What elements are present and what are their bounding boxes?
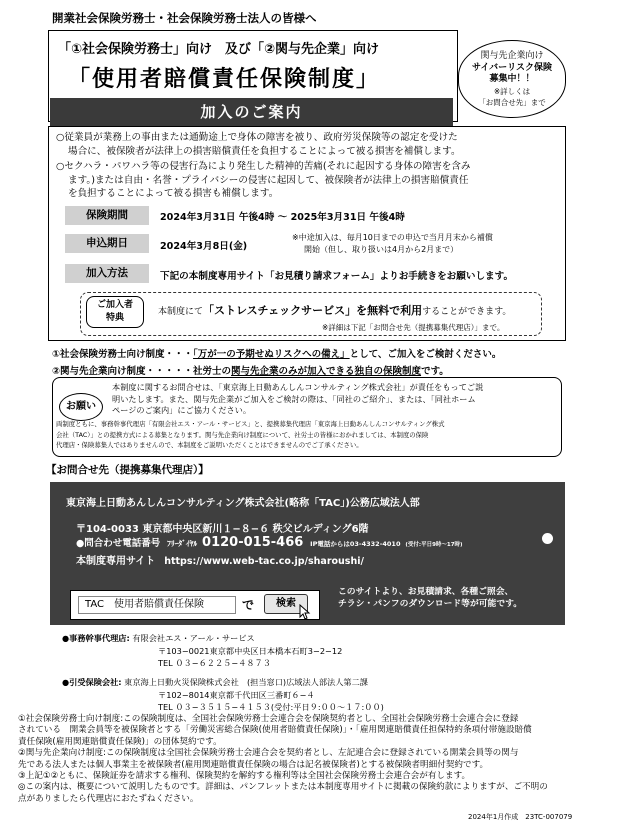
request-main-text — [112, 382, 557, 417]
deadline-label: 申込期日 — [65, 234, 149, 253]
intro-p1-line1: ○従業員が業務上の事由または通勤途上で身体の障害を被り、政府労災保険等の認定を受けた — [56, 132, 458, 143]
target-line-1 — [52, 346, 501, 360]
request-l5: 会社（TAC）」との提携方式による募集となります。関与先企業向け制度について、社労士の皆様におかれましては、本制度の保険 — [56, 430, 429, 439]
intro-p1-line2: 場合に、被保険者が法律上の損害賠償責任を負担することによって被る損害を補償します。 — [68, 145, 461, 157]
request-l4: 両制度ともに、事務幹事代理店「有限会社エス・アール・サービス」と、提携募集代理店「東京海上日動あんしんコンサルティング株式 — [56, 420, 445, 428]
method-value: 下記の本制度専用サイト「お見積り請求フォーム」よりお手続きをお願いします。 — [160, 271, 514, 282]
request-sub-text — [56, 419, 561, 451]
period-label: 保険期間 — [65, 206, 149, 225]
request-l1: 本制度に関するお問合せは、「東京海上日動あんしんコンサルティング株式会社」が責任をもってご説 — [112, 382, 484, 392]
deadline-note-2: 開始（但し、取り扱いは4月から2月まで） — [304, 245, 459, 254]
target-line2-pre: ②関与先企業向け制度・・・・・社労士の — [52, 366, 232, 377]
target-line1-em: 「万が一の予期せぬリスクへの備え」 — [193, 349, 350, 360]
contact-freedial: ﾌﾘｰﾀﾞｲﾔﾙ — [167, 539, 198, 548]
benefit-text-post: することができます。 — [422, 307, 512, 317]
footer-f4: ②関与先企業向け制度:この保険制度は全国社会保険労務士会連合会を契約者とし、左記連合会に登録されている開業会員等の関与 — [18, 748, 519, 759]
agent2-name: 東京海上日動火災保険株式会社 (担当窓口)広域法人部法人第二課 — [124, 677, 368, 687]
target-line2-post: です。 — [421, 366, 449, 377]
footer-f5: 先である法人または個人事業主を被保険者(雇用関連賠償責任保険の場合は記名被保険者)とする被保険者明細付契約です。 — [18, 759, 489, 770]
cyber-line5: 「お問合せ先」まで — [478, 98, 546, 107]
agent-1 — [62, 632, 342, 670]
footer-f1: ①社会保険労務士向け制度:この保険制度は、全国社会保険労務士会連合会を保険契約者とし、全国社会保険労務士会連合会に登録 — [18, 714, 519, 724]
benefit-tag-line1: ご加入者 — [96, 300, 133, 310]
site-description — [338, 586, 522, 610]
agent2-label: ●引受保険会社: — [62, 677, 122, 687]
addressee: 開業社会保険労務士・社会保険労務士法人の皆様へ — [52, 11, 317, 25]
cyber-line4: ※詳しくは — [493, 86, 531, 96]
agent2-tel: TEL ０３−３５１５−４１５３(受付:平日９:００～１７:００) — [158, 702, 384, 712]
contact-site-label: 本制度専用サイト — [76, 556, 156, 567]
footer-notes — [18, 714, 608, 805]
search-de: で — [242, 598, 255, 612]
request-l6: 代理店・保険募集人ではありませんので、本制度をご説明いただくことはできませんのでご了承ください。 — [56, 441, 363, 449]
method-label: 加入方法 — [65, 264, 149, 283]
footer-f3: 責任保険(雇用関連賠償責任保険)」の団体契約です。 — [18, 736, 222, 747]
benefit-tag — [86, 296, 144, 328]
request-l2: 明いたします。また、関与先企業がご加入をご検討の際は、「同社のご紹介」、または、「同社ホーム — [112, 393, 476, 404]
benefit-tag-line2: 特典 — [105, 313, 124, 323]
intro-p2-line1: ○セクハラ・パワハラ等の侵害行為により発生した精神的苦痛(それに起因する身体の障害を含み — [56, 161, 471, 172]
cursor-icon — [298, 604, 314, 620]
footer-f6: ③上記①②ともに、保険証券を請求する権利、保険契約を解約する権利等は全国社会保険労務士会連合会が有します。 — [18, 771, 471, 782]
agent-2 — [62, 676, 384, 714]
contact-phone-row — [76, 535, 463, 550]
intro-paragraph-2 — [56, 160, 561, 201]
contact-ip-note: IP電話からは03-4332-4010 — [310, 540, 401, 548]
contact-address: 〒104-0033 東京都中央区新川１−８−６ 秩父ビルディング6階 — [76, 524, 369, 535]
contact-phone-label: ●問合わせ電話番号 — [76, 538, 161, 549]
agent1-name: 有限会社エス・アール・サービス — [132, 633, 255, 643]
banner: 加入のご案内 — [50, 98, 453, 126]
intro-p2-line3: を負担することによって被る損害も補償します。 — [68, 188, 279, 199]
intro-p2-line2: ます。)または自由・名誉・プライバシーの侵害に起因して、被保険者が法律上の損害賠償責任 — [68, 174, 469, 186]
footer-f8: 点がありましたら代理店におたずねください。 — [18, 793, 199, 804]
request-l3: ページのご案内」にご協力ください。 — [112, 405, 252, 415]
contact-heading: 【お問合せ先（提携募集代理店）】 — [46, 464, 209, 476]
footer-f7: ◎この案内は、概要について説明したものです。詳細は、パンフレットまたは本制度専用サイトに掲載の保険約款によりますが、ご不明の — [18, 782, 548, 793]
cyber-line3: 募集中！！ — [489, 74, 535, 84]
agent1-label: ●事務幹事代理店: — [62, 633, 130, 643]
creation-date: 2024年1月作成 23TC-007079 — [468, 813, 573, 821]
target-line-2 — [52, 363, 449, 377]
target-line1-post: として、ご加入をご検討ください。 — [349, 349, 502, 360]
intro-paragraph-1 — [56, 131, 561, 158]
benefit-text-pre: 本制度にて — [158, 307, 204, 317]
site-desc-2: チラシ・パンフのダウンロード等が可能です。 — [338, 599, 523, 609]
cyber-line2: サイバーリスク保険 — [471, 62, 552, 73]
contact-company: 東京海上日動あんしんコンサルティング株式会社(略称「TAC」)公務広域法人部 — [66, 498, 420, 509]
search-button[interactable]: 検索 — [264, 594, 308, 614]
target-line1-pre: ①社会保険労務士向け制度・・・ — [52, 349, 194, 360]
footer-f2: されている 開業会員等を被保険者とする「労働災害総合保険(使用者賠償責任保険)」・「雇用関連賠償責任担保特約条項付帯施設賠償 — [18, 725, 532, 736]
benefit-text — [158, 302, 511, 318]
search-input[interactable]: TAC 使用者賠償責任保険 — [78, 596, 236, 614]
target-line2-em: 関与先企業のみが加入できる独自の保険制度 — [231, 366, 422, 377]
request-badge: お願い — [59, 393, 103, 421]
deadline-value: 2024年3月8日(金) — [160, 241, 248, 252]
bullet-icon — [542, 533, 553, 544]
contact-site-row — [76, 552, 364, 567]
agent1-tel: TEL ０３−６２２５−４８７３ — [158, 658, 271, 668]
contact-site-url[interactable]: https://www.web-tac.co.jp/sharoushi/ — [164, 556, 364, 567]
deadline-note-1: ※中途加入は、毎月10日までの申込で当月月末から補償 — [292, 233, 493, 242]
contact-hours: (受付:平日9時～17時) — [405, 542, 463, 548]
benefit-note: ※詳細は下記「お問合せ先（提携募集代理店）」まで。 — [322, 323, 505, 332]
subtitle: 「①社会保険労務士」向け 及び「②関与先企業」向け — [58, 42, 380, 57]
cyber-line1: 関与先企業向け — [480, 51, 544, 61]
agent1-address: 〒103−0021東京都中央区日本橋本石町3−2−12 — [158, 645, 343, 656]
benefit-text-bold: 「ストレスチェックサービス」を無料で利用 — [203, 304, 423, 317]
agent2-address: 〒102−8014東京都千代田区三番町６−４ — [158, 689, 315, 700]
cyber-insurance-notice — [458, 40, 566, 118]
page-title: 「使用者賠償責任保険制度」 — [68, 67, 381, 92]
contact-phone[interactable]: 0120-015-466 — [202, 535, 304, 550]
period-value: 2024年3月31日 午後4時 ～ 2025年3月31日 午後4時 — [160, 212, 405, 223]
site-desc-1: このサイトより、お見積請求、各種ご照会、 — [338, 587, 514, 597]
